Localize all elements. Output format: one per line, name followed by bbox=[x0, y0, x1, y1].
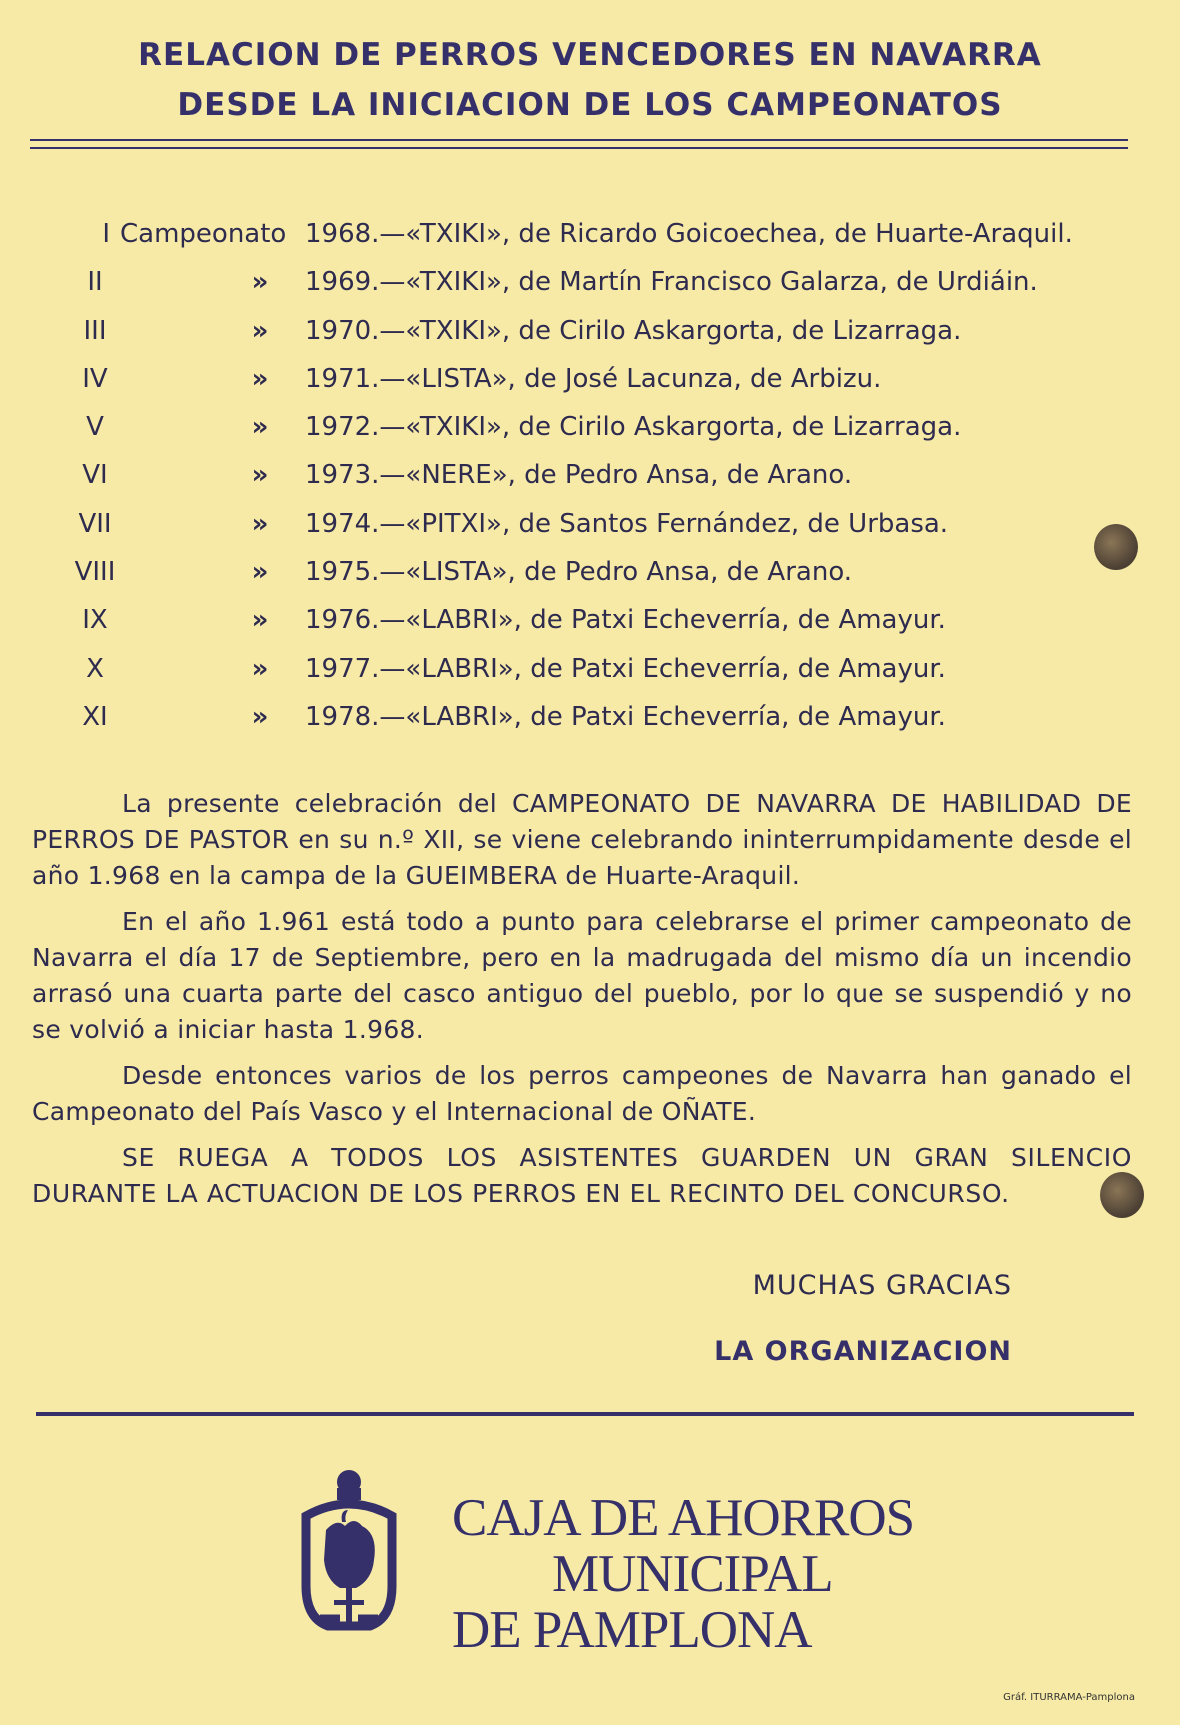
champion-entry: 1976.—«LABRI», de Patxi Echeverría, de Amayur. bbox=[305, 605, 946, 636]
ditto-mark: » bbox=[251, 315, 269, 346]
champion-entry: 1968.—«TXIKI», de Ricardo Goicoechea, de Huarte-Araquil. bbox=[305, 219, 1073, 249]
champion-entry: 1978.—«LABRI», de Patxi Echeverría, de Amayur. bbox=[305, 701, 946, 732]
champion-row bbox=[50, 693, 1130, 741]
title-line-1: RELACION DE PERROS VENCEDORES EN NAVARRA bbox=[138, 37, 1042, 73]
edition-number: X bbox=[86, 653, 104, 684]
paragraph-fire: En el año 1.961 está todo a punto para celebrarse el primer campeonato de Navarra el día 17 de Septiembre, pero en la madrugada del mismo día un incendio arrasó una cuarta parte del casco antiguo del pueblo, por lo que se suspendió y no se volvió a iniciar hasta 1.968. bbox=[32, 907, 1132, 1044]
champion-row bbox=[50, 548, 1130, 596]
edition-number: II bbox=[87, 267, 103, 298]
champion-row bbox=[50, 210, 1130, 258]
champion-entry: 1973.—«NERE», de Pedro Ansa, de Arano. bbox=[305, 460, 853, 491]
paragraph-silence-request: SE RUEGA A TODOS LOS ASISTENTES GUARDEN UN GRAN SILENCIO DURANTE LA ACTUACION DE LOS PERROS EN EL RECINTO DEL CONCURSO. bbox=[32, 1143, 1132, 1208]
champion-row bbox=[50, 307, 1130, 355]
punch-hole bbox=[1100, 1172, 1144, 1218]
champion-row bbox=[50, 451, 1130, 499]
ditto-mark: » bbox=[251, 557, 269, 588]
paragraph-history: La presente celebración del CAMPEONATO DE NAVARRA DE HABILIDAD DE PERROS DE PASTOR en su n.º XII, se viene celebrando ininterrumpidamente desde el año 1.968 en la campa de la GUEIMBERA de Huarte-Araquil. bbox=[32, 789, 1132, 890]
sponsor-line-3: DE PAMPLONA bbox=[452, 1601, 812, 1659]
title-rule-top bbox=[30, 139, 1128, 141]
champion-entry: 1969.—«TXIKI», de Martín Francisco Galarza, de Urdiáin. bbox=[305, 267, 1038, 298]
edition-number: VI bbox=[82, 460, 108, 491]
sponsor-name bbox=[452, 1490, 914, 1658]
champion-row bbox=[50, 645, 1130, 693]
printer-credit: Gráf. ITURRAMA-Pamplona bbox=[1003, 1692, 1135, 1703]
sponsor-line-1: CAJA DE AHORROS bbox=[452, 1489, 915, 1547]
ditto-mark: » bbox=[251, 460, 269, 491]
ditto-mark: » bbox=[251, 363, 269, 394]
edition-number: I bbox=[102, 219, 110, 249]
champions-list bbox=[50, 210, 1130, 741]
champion-entry: 1972.—«TXIKI», de Cirilo Askargorta, de Lizarraga. bbox=[305, 412, 962, 443]
champion-entry: 1970.—«TXIKI», de Cirilo Askargorta, de Lizarraga. bbox=[305, 315, 962, 346]
title-line-2: DESDE LA INICIACION DE LOS CAMPEONATOS bbox=[177, 87, 1003, 123]
sponsor-line-2: MUNICIPAL bbox=[552, 1545, 833, 1603]
paragraph-achievements: Desde entonces varios de los perros campeones de Navarra han ganado el Campeonato del País Vasco y el Internacional de OÑATE. bbox=[32, 1061, 1132, 1126]
edition-number: IV bbox=[82, 363, 108, 394]
title-rule-bottom bbox=[30, 147, 1128, 149]
signature: LA ORGANIZACION bbox=[714, 1336, 1012, 1367]
punch-hole bbox=[1094, 524, 1138, 570]
champion-row bbox=[50, 500, 1130, 548]
ditto-mark: » bbox=[251, 267, 269, 298]
champion-row bbox=[50, 355, 1130, 403]
body-text bbox=[32, 786, 1132, 1222]
ditto-mark: » bbox=[251, 508, 269, 539]
footer-rule bbox=[36, 1412, 1134, 1416]
rooster-seal-icon bbox=[282, 1468, 416, 1652]
champion-entry: 1977.—«LABRI», de Patxi Echeverría, de Amayur. bbox=[305, 653, 946, 684]
thanks-text: MUCHAS GRACIAS bbox=[752, 1270, 1012, 1301]
ditto-mark: » bbox=[251, 412, 269, 443]
edition-number: III bbox=[83, 315, 107, 346]
champion-row bbox=[50, 403, 1130, 451]
champion-entry: 1975.—«LISTA», de Pedro Ansa, de Arano. bbox=[305, 557, 853, 588]
champion-row bbox=[50, 596, 1130, 644]
page-title bbox=[0, 30, 1180, 130]
edition-label: Campeonato bbox=[120, 219, 287, 249]
ditto-mark: » bbox=[251, 605, 269, 636]
ditto-mark: » bbox=[251, 653, 269, 684]
edition-number: XI bbox=[82, 701, 108, 732]
champion-entry: 1974.—«PITXI», de Santos Fernández, de Urbasa. bbox=[305, 508, 949, 539]
edition-number: IX bbox=[82, 605, 108, 636]
champion-row bbox=[50, 258, 1130, 306]
edition-number: V bbox=[86, 412, 104, 443]
ditto-mark: » bbox=[251, 701, 269, 732]
champion-entry: 1971.—«LISTA», de José Lacunza, de Arbizu. bbox=[305, 363, 882, 394]
edition-number: VII bbox=[78, 508, 112, 539]
edition-number: VIII bbox=[74, 557, 116, 588]
